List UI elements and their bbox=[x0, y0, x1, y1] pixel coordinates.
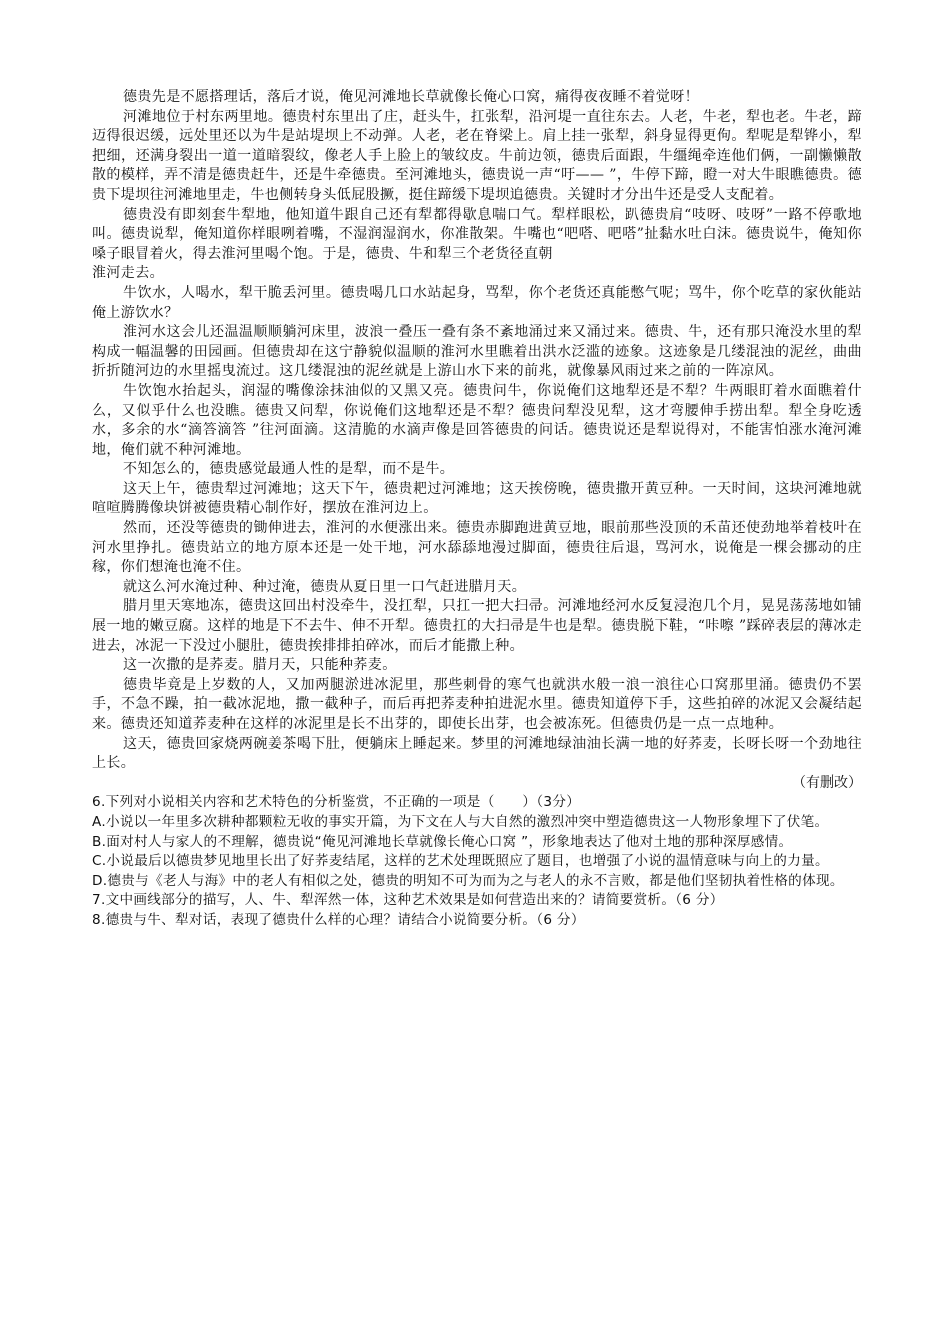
question-7: 7.文中画线部分的描写，人、牛、犁浑然一体，这种艺术效果是如何营造出来的？请简要赏析。（6 分） bbox=[92, 892, 724, 909]
story-paragraph: 不知怎么的，德贵感觉最通人性的是犁，而不是牛。 bbox=[123, 461, 455, 478]
story-paragraph: 就这么河水淹过种、种过淹，德贵从夏日里一口气赶进腊月天。 bbox=[123, 578, 527, 595]
story-paragraph: 淮河走去。 bbox=[92, 265, 164, 282]
story-paragraph: 淮河水这会儿还温温顺顺躺河床里，波浪一叠压一叠有条不紊地涌过来又涌过来。德贵、牛，还有那只淹没水里的犁构成一幅温馨的田园画。但德贵却在这宁静貌似温顺的淮河水里瞧着出洪水泛滥的迹象。这迹象是几缕混浊的泥丝，曲曲折折随河边的水里摇曳流过。这几缕混浊的泥丝就是上游山水下来的前兆，就像暴风雨过来之前的一阵凉风。 bbox=[92, 324, 862, 380]
story-paragraph: 然而，还没等德贵的锄伸进去，淮河的水便涨出来。德贵赤脚跑进黄豆地，眼前那些没顶的禾苗还使劲地举着枝叶在河水里挣扎。德贵站立的地方原本还是一处干地，河水舔舔地漫过脚面，德贵往后退，骂河水，说俺是一棵会挪动的庄稼，你们想淹也淹不住。 bbox=[92, 520, 862, 576]
story-paragraph: 德贵先是不愿搭理话，落后才说，俺见河滩地长草就像长俺心口窝，痛得夜夜睡不着觉呀！ bbox=[123, 89, 699, 105]
story-paragraph: 这一次撒的是荞麦。腊月天，只能种荞麦。 bbox=[123, 657, 397, 674]
story-text bbox=[92, 88, 862, 793]
question-6-option-a: A.小说以一年里多次耕种都颗粒无收的事实开篇，为下文在人与大自然的激烈冲突中塑造德贵这一人物形象埋下了伏笔。 bbox=[92, 813, 829, 830]
question-8: 8.德贵与牛、犁对话，表现了德贵什么样的心理？请结合小说简要分析。（6 分） bbox=[92, 911, 585, 928]
story-paragraph: 牛饮水，人喝水，犁干脆丢河里。德贵喝几口水站起身，骂犁，你个老货还真能憋气呢；骂牛，你个吃草的家伙能站俺上游饮水？ bbox=[92, 284, 862, 321]
question-6-option-b: B.面对村人与家人的不理解，德贵说“俺见河滩地长草就像长俺心口窝 ”，形象地表达了他对土地的那种深厚感情。 bbox=[92, 833, 793, 850]
story-paragraph: 这天上午，德贵犁过河滩地；这天下午，德贵耙过河滩地；这天挨傍晚，德贵撒开黄豆种。一天时间，这块河滩地就喧喧腾腾像块饼被德贵精心制作好，摆放在淮河边上。 bbox=[92, 480, 862, 517]
question-6-option-d: D.德贵与《老人与海》中的老人有相似之处，德贵的明知不可为而为之与老人的永不言败，都是他们坚韧执着性格的体现。 bbox=[92, 872, 844, 889]
story-paragraph: 德贵毕竟是上岁数的人，又加两腿淤进冰泥里，那些刺骨的寒气也就洪水般一浪一浪往心口窝那里涌。德贵仍不罢手，不急不躁，拍一截冰泥地，撒一截种子，而后再把荞麦种拍进泥水里。德贵知道停下手，这些拍碎的冰泥又会凝结起来。德贵还知道荞麦种在这样的冰泥里是长不出芽的，即使长出芽，也会被冻死。但德贵仍是一点一点地种。 bbox=[92, 676, 862, 732]
questions-section bbox=[92, 793, 862, 930]
story-paragraph: 牛饮饱水抬起头，润湿的嘴像涂抹油似的又黑又亮。德贵问牛，你说俺们这地犁还是不犁？牛两眼盯着水面瞧着什么，又似乎什么也没瞧。德贵又问犁，你说俺们这地犁还是不犁？德贵问犁没见犁，这才弯腰伸手捞出犁。犁全身吃透水，多余的水“滴答滴答 ”往河面滴。这清脆的水滴声像是回答德贵的问话。德贵说还是犁说得对，不能害怕涨水淹河滩地，俺们就不种河滩地。 bbox=[92, 382, 862, 458]
source-note: （有删改） bbox=[792, 774, 862, 791]
story-paragraph: 德贵没有即刻套牛犁地，他知道牛跟自己还有犁都得歇息喘口气。犁样眼松，趴德贵肩“吱呀、吱呀”一路不停歌地叫。德贵说犁，俺知道你样眼咧着嘴，不湿润湿润水，你准散架。牛嘴也“吧嗒、吧嗒”扯黏水吐白沫。德贵说牛，俺知你嗓子眼冒着火，得去淮河里喝个饱。于是，德贵、牛和犁三个老货径直朝 bbox=[92, 206, 862, 262]
story-paragraph: 腊月里天寒地冻，德贵这回出村没牵牛，没扛犁，只扛一把大扫帚。河滩地经河水反复浸泡几个月，晃晃荡荡地如铺展一地的嫩豆腐。这样的地是下不去牛、伸不开犁。德贵扛的大扫帚是牛也是犁。德贵脱下鞋，“咔嚓 ”踩碎表层的薄冰走进去，冰泥一下没过小腿肚，德贵挨排排拍碎冰，而后才能撒上种。 bbox=[92, 598, 862, 654]
story-paragraph: 河滩地位于村东两里地。德贵村东里出了庄，赶头牛，扛张犁，沿河堤一直往东去。人老，牛老，犁也老。牛老，蹄迈得很迟缓，远处里还以为牛是站堤坝上不动弹。人老，老在脊梁上。肩上挂一张犁，斜身显得更佝。犁呢是犁铧小，犁把细，还满身裂出一道一道暗裂纹，像老人手上脸上的皱纹皮。牛前边领，德贵后面跟，牛缰绳牵连他们俩，一副懒懒散散的模样，弄不清是德贵赶牛，还是牛牵德贵。至河滩地头，德贵说一声“吁—— ”，牛停下蹄，瞪一对大牛眼瞧德贵。德贵下堤坝往河滩地里走，牛也侧转身头低屁股撅，挺住蹄缓下堤坝追德贵。关键时才分出牛还是受人支配着。 bbox=[92, 108, 862, 203]
question-6: 6.下列对小说相关内容和艺术特色的分析鉴赏，不正确的一项是（ ）（3分） bbox=[92, 794, 581, 811]
story-paragraph: 这天，德贵回家烧两碗姜茶喝下肚，便躺床上睡起来。梦里的河滩地绿油油长满一地的好荞麦，长呀长呀一个劲地往上长。 bbox=[92, 735, 862, 772]
question-6-option-c: C.小说最后以德贵梦见地里长出了好荞麦结尾，这样的艺术处理既照应了题目，也增强了小说的温情意味与向上的力量。 bbox=[92, 853, 829, 870]
page-content bbox=[92, 88, 862, 931]
